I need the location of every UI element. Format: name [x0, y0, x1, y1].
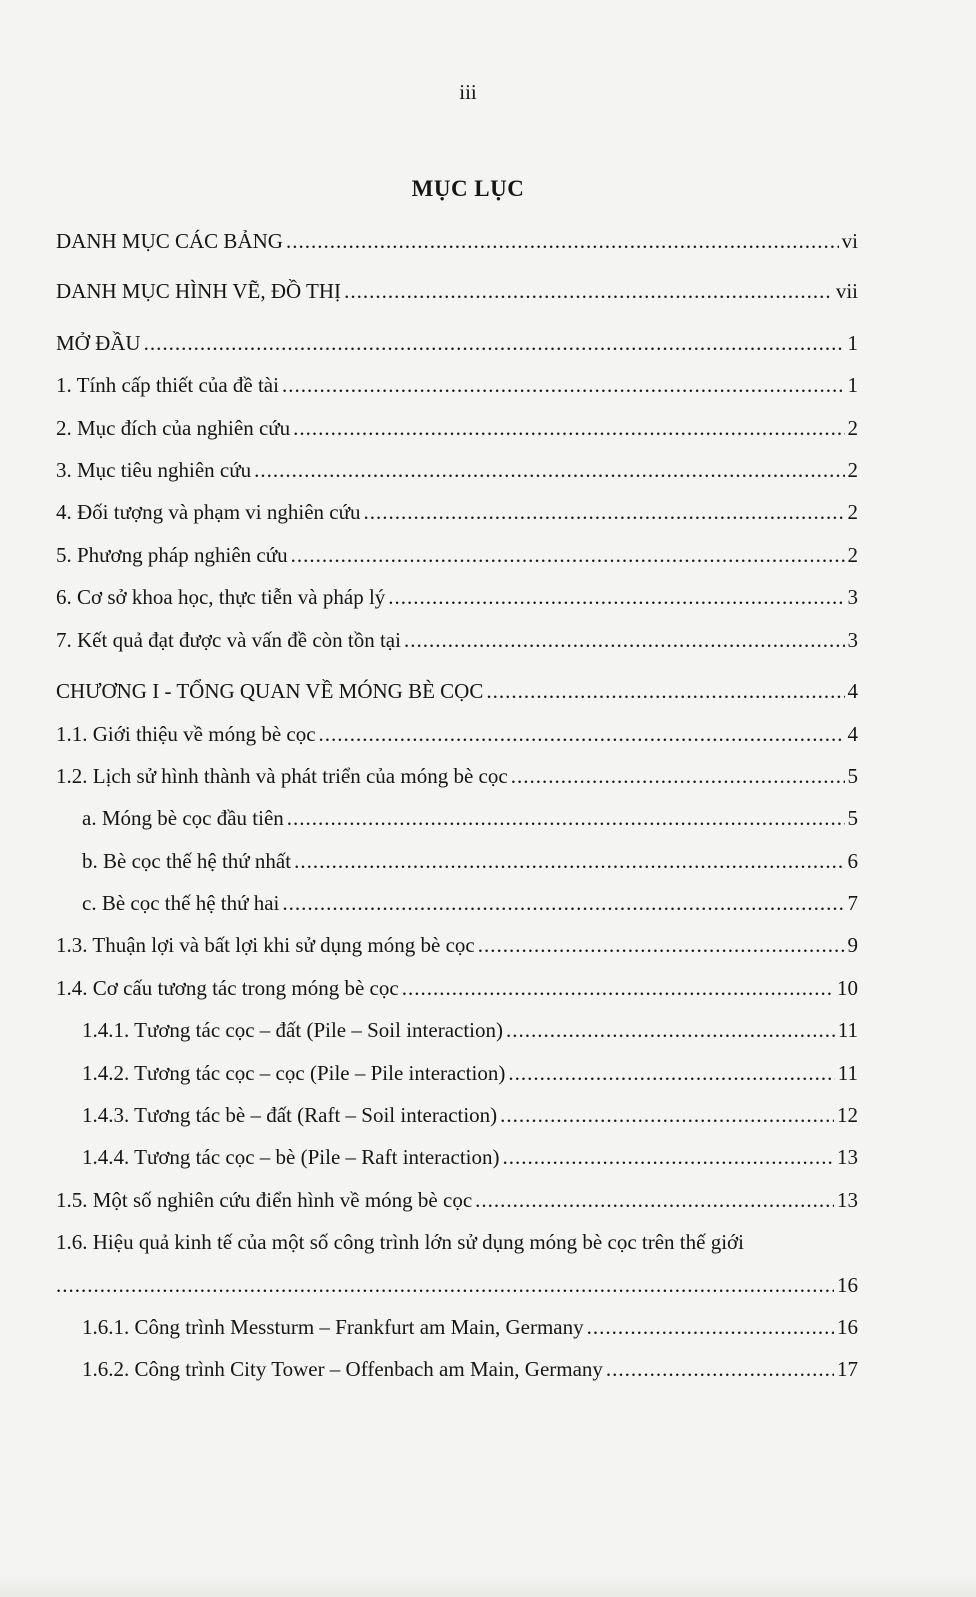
toc-entry-label: DANH MỤC CÁC BẢNG	[56, 229, 283, 253]
dot-leader	[502, 1142, 834, 1172]
toc-entry-label: 7. Kết quả đạt được và vấn đề còn tồn tại	[56, 628, 401, 652]
toc-entry-label: DANH MỤC HÌNH VẼ, ĐỒ THỊ	[56, 279, 342, 303]
dot-leader	[254, 455, 844, 485]
dot-leader	[293, 413, 844, 443]
toc-entry	[82, 1354, 858, 1384]
toc-entry-label: b. Bè cọc thế hệ thứ nhất	[82, 849, 292, 873]
toc-entry	[56, 540, 858, 570]
toc-entry-page: 3	[847, 628, 858, 652]
toc-entry	[82, 888, 858, 918]
toc-entry-label: 1.5. Một số nghiên cứu điển hình về móng bè cọc	[56, 1188, 473, 1212]
toc-entry	[56, 625, 858, 655]
toc-entry	[56, 1270, 858, 1300]
toc-entry	[56, 719, 858, 749]
dot-leader	[294, 846, 844, 876]
dot-leader	[511, 761, 845, 791]
toc-entry-page: 2	[847, 416, 858, 440]
toc-entry-label: 1.6.1. Công trình Messturm – Frankfurt am Main, Germany	[82, 1315, 584, 1339]
toc-entry-label: 6. Cơ sở khoa học, thực tiễn và pháp lý	[56, 585, 386, 609]
page-number: iii	[459, 80, 477, 104]
toc-entry-label: 4. Đối tượng và phạm vi nghiên cứu	[56, 500, 361, 524]
toc-entry-page: vi	[841, 229, 858, 253]
toc-entry	[82, 1100, 858, 1130]
toc-entry-page: 1	[847, 331, 858, 355]
toc-entry	[56, 455, 858, 485]
toc-entry	[82, 1015, 858, 1045]
dot-leader	[402, 973, 834, 1003]
toc-entry-page: 2	[847, 543, 858, 567]
toc-entry	[82, 1142, 858, 1172]
toc-entry-label: 1.6.2. Công trình City Tower – Offenbach am Main, Germany	[82, 1357, 603, 1381]
dot-leader	[486, 676, 844, 706]
dot-leader	[286, 226, 839, 256]
toc-entry-page: 5	[847, 806, 858, 830]
toc-entry-page: 13	[837, 1188, 858, 1212]
dot-leader	[144, 328, 845, 358]
toc-entry-page: 4	[847, 722, 858, 746]
toc-entry-page: 6	[847, 849, 858, 873]
toc-entry-label: CHƯƠNG I - TỔNG QUAN VỀ MÓNG BÈ CỌC	[56, 679, 484, 703]
dot-leader	[282, 370, 845, 400]
dot-leader	[344, 276, 833, 306]
toc-entry-page: 5	[847, 764, 858, 788]
page-bottom-edge	[0, 1575, 976, 1597]
toc-entry-page: 17	[837, 1357, 858, 1381]
toc-entry-page: 10	[837, 976, 858, 1000]
toc-entry-page: 2	[847, 500, 858, 524]
toc-entry	[56, 413, 858, 443]
toc-entry-page: 11	[837, 1018, 858, 1042]
toc-entry-page: 9	[847, 933, 858, 957]
dot-leader	[606, 1354, 834, 1384]
toc-entry-label: 1. Tính cấp thiết của đề tài	[56, 373, 279, 397]
dot-leader	[500, 1100, 834, 1130]
toc-entry	[56, 676, 858, 706]
toc-entry-label: c. Bè cọc thế hệ thứ hai	[82, 891, 280, 915]
toc-entry-page: vii	[835, 279, 858, 303]
toc-entry-label: 1.6. Hiệu quả kinh tế của một số công trình lớn sử dụng móng bè cọc trên thế giới	[56, 1230, 744, 1254]
dot-leader	[388, 582, 844, 612]
toc-entry-label: MỞ ĐẦU	[56, 331, 141, 355]
dot-leader	[287, 803, 845, 833]
toc-entry	[82, 1312, 858, 1342]
toc-entry	[82, 803, 858, 833]
toc-entry-label: 1.4.2. Tương tác cọc – cọc (Pile – Pile interaction)	[82, 1061, 506, 1085]
toc-entry-page: 13	[837, 1145, 858, 1169]
dot-leader	[478, 930, 845, 960]
toc-entry-page: 16	[837, 1315, 858, 1339]
toc-entry-label: 1.1. Giới thiệu về móng bè cọc	[56, 722, 316, 746]
toc-entry	[56, 1185, 858, 1215]
page-title: MỤC LỤC	[411, 176, 525, 201]
toc-entry-label: 1.3. Thuận lợi và bất lợi khi sử dụng móng bè cọc	[56, 933, 475, 957]
toc-entry-label: 1.4.1. Tương tác cọc – đất (Pile – Soil interaction)	[82, 1018, 504, 1042]
toc-entry-label: 5. Phương pháp nghiên cứu	[56, 543, 288, 567]
toc-entry	[56, 276, 858, 306]
dot-leader	[404, 625, 845, 655]
toc-entry	[56, 973, 858, 1003]
toc-entry	[56, 370, 858, 400]
toc-entry	[82, 1058, 858, 1088]
toc-entry-label: 1.4.3. Tương tác bè – đất (Raft – Soil interaction)	[82, 1103, 498, 1127]
toc-entry	[56, 497, 858, 527]
toc-entry-page: 1	[847, 373, 858, 397]
toc-entry	[82, 846, 858, 876]
toc-entry-page: 16	[837, 1273, 858, 1297]
toc-entry-page: 7	[847, 891, 858, 915]
dot-leader	[319, 719, 845, 749]
dot-leader	[587, 1312, 834, 1342]
toc-entry	[56, 582, 858, 612]
toc-entry-label: 3. Mục tiêu nghiên cứu	[56, 458, 252, 482]
dot-leader	[291, 540, 845, 570]
toc-entry	[56, 328, 858, 358]
dot-leader	[475, 1185, 834, 1215]
dot-leader	[506, 1015, 835, 1045]
toc-entry-label: 2. Mục đích của nghiên cứu	[56, 416, 291, 440]
dot-leader	[56, 1270, 834, 1300]
toc-entry-label: 1.2. Lịch sử hình thành và phát triển của móng bè cọc	[56, 764, 508, 788]
toc-entry	[56, 226, 858, 256]
toc-entry-page: 12	[837, 1103, 858, 1127]
toc-entry-page: 11	[837, 1061, 858, 1085]
toc-entry-page: 4	[847, 679, 858, 703]
toc-entry-label: a. Móng bè cọc đầu tiên	[82, 806, 284, 830]
toc-entry-page: 3	[847, 585, 858, 609]
toc-entry-label: 1.4. Cơ cấu tương tác trong móng bè cọc	[56, 976, 399, 1000]
dot-leader	[508, 1058, 834, 1088]
toc-entry	[56, 930, 858, 960]
dot-leader	[282, 888, 844, 918]
toc-entry	[56, 761, 858, 791]
dot-leader	[364, 497, 845, 527]
toc-entry-page: 2	[847, 458, 858, 482]
toc-entry-label: 1.4.4. Tương tác cọc – bè (Pile – Raft interaction)	[82, 1145, 500, 1169]
